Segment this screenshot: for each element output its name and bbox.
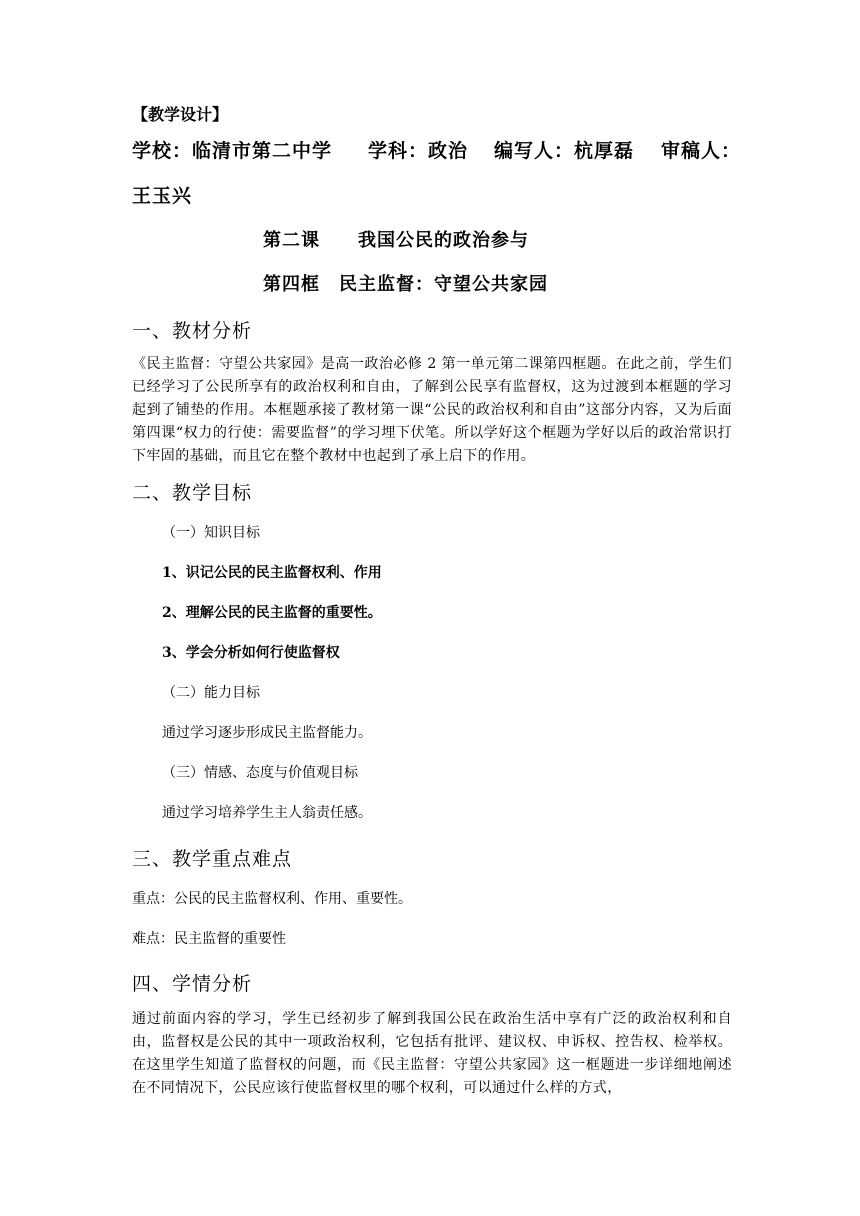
meta-reviewer-name: 王玉兴 xyxy=(132,185,193,207)
doc-tag: 【教学设计】 xyxy=(132,105,229,124)
objective-item: （一）知识目标 xyxy=(162,525,260,541)
meta-reviewer-label: 审稿人： xyxy=(661,140,742,162)
objective-item: 3、学会分析如何行使监督权 xyxy=(162,645,340,661)
section-heading-objectives: 二、教学目标 xyxy=(132,482,253,504)
objective-item: （三）情感、态度与价值观目标 xyxy=(162,765,358,781)
lesson-title: 第二课 我国公民的政治参与 xyxy=(263,230,529,251)
section-heading-learner-analysis: 四、学情分析 xyxy=(132,973,253,995)
objective-item: 通过学习培养学生主人翁责任感。 xyxy=(162,805,372,821)
meta-subject: 学科：政治 xyxy=(368,140,469,162)
section-heading-analysis: 一、教材分析 xyxy=(132,320,253,342)
key-point-item: 重点：公民的民主监督权利、作用、重要性。 xyxy=(132,891,412,907)
key-point-item: 难点：民主监督的重要性 xyxy=(132,931,286,947)
objective-item: 通过学习逐步形成民主监督能力。 xyxy=(162,725,372,741)
section-body-analysis: 《民主监督：守望公共家园》是高一政治必修 2 第一单元第二课第四框题。在此之前，学生们已经学习了公民所享有的政治权利和自由，了解到公民享有监督权，这为过渡到本框题的学习起到了铺垫的作用。本框题承接了教材第一课“公民的政治权利和自由”这部分内容，又为后面第四课“权力的行使：需要监督”的学习埋下伏笔。所以学好这个框题为学好以后的政治常识打下牢固的基础，而且它在整个教材中也起到了承上启下的作用。 xyxy=(132,356,732,464)
meta-school: 学校：临清市第二中学 xyxy=(132,140,333,162)
frame-title: 第四框 民主监督：守望公共家园 xyxy=(263,274,548,295)
objective-item: 1、识记公民的民主监督权利、作用 xyxy=(162,565,382,581)
objective-item: （二）能力目标 xyxy=(162,685,260,701)
meta-writer: 编写人：杭厚磊 xyxy=(494,140,635,162)
section-body-learner-analysis: 通过前面内容的学习，学生已经初步了解到我国公民在政治生活中享有广泛的政治权利和自由，监督权是公民的其中一项政治权利，它包括有批评、建议权、申诉权、控告权、检举权。在这里学生知道了监督权的问题，而《民主监督：守望公共家园》这一框题进一步详细地阐述在不同情况下，公民应该行使监督权里的哪个权利，可以通过什么样的方式， xyxy=(132,1011,732,1096)
section-heading-key-points: 三、教学重点难点 xyxy=(132,848,293,870)
objective-item: 2、理解公民的民主监督的重要性。 xyxy=(162,605,382,621)
